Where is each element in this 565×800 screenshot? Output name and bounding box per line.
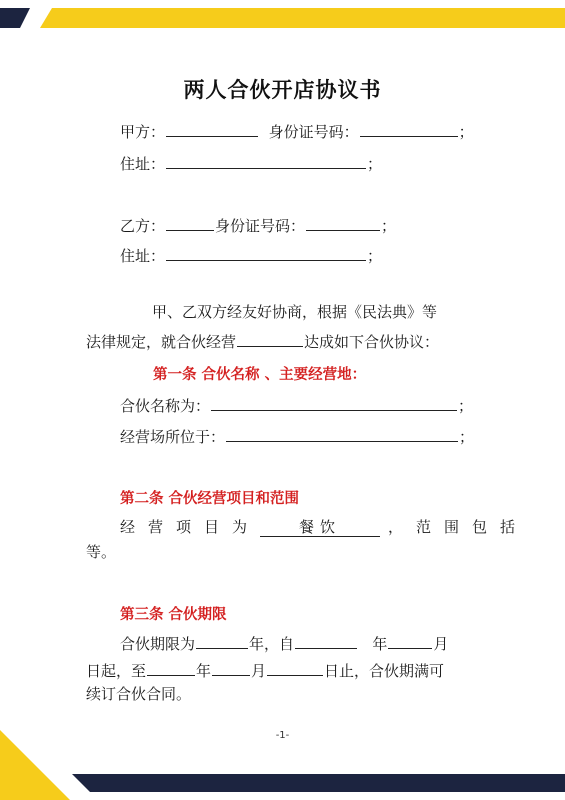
start-month-field[interactable] <box>388 632 432 649</box>
party-b-address-field[interactable] <box>166 244 366 261</box>
term-text-b: 年，自 <box>249 635 295 653</box>
start-year-field[interactable] <box>295 632 357 649</box>
partnership-name-field[interactable] <box>211 394 457 411</box>
end-day-field[interactable] <box>267 659 323 676</box>
business-scope-row <box>120 517 528 537</box>
business-field[interactable] <box>237 330 303 347</box>
party-b-address-label: 住址： <box>120 247 166 265</box>
party-b-id-label: 身份证号码： <box>215 217 306 235</box>
party-a-id-field[interactable] <box>360 120 458 137</box>
party-b-end: ； <box>381 217 397 235</box>
business-scope-line-2: 等。 <box>86 543 117 561</box>
page-number: -1- <box>275 730 290 741</box>
intro-line-2-text-a: 法律规定，就合伙经营 <box>86 333 237 351</box>
intro-line-1: 甲、乙双方经友好协商，根据《民法典》等 <box>152 303 438 321</box>
party-a-row <box>120 120 474 142</box>
partnership-name-label: 合伙名称为： <box>120 397 211 415</box>
party-b-address-end: ； <box>367 247 383 265</box>
end-year-field[interactable] <box>147 659 195 676</box>
party-a-id-label: 身份证号码： <box>268 123 359 141</box>
term-text-e: 日起，至 <box>86 662 147 680</box>
party-a-address-row <box>120 152 382 174</box>
business-place-row <box>120 425 474 447</box>
party-a-name-field[interactable] <box>166 120 258 137</box>
party-a-address-field[interactable] <box>166 152 366 169</box>
business-scope-text-b: ，范围包括 <box>388 518 529 536</box>
term-row-3: 续订合伙合同。 <box>86 685 192 703</box>
end-month-field[interactable] <box>212 659 250 676</box>
term-text-a: 合伙期限为 <box>120 635 196 653</box>
business-place-end: ； <box>459 428 475 446</box>
party-b-address-row <box>120 244 382 266</box>
term-row-1 <box>120 632 448 654</box>
article-2-heading: 第二条 合伙经营项目和范围 <box>120 491 300 507</box>
party-b-id-field[interactable] <box>306 214 380 231</box>
term-row-2 <box>86 659 444 681</box>
partnership-name-end: ； <box>458 397 474 415</box>
top-yellow-band <box>40 8 565 28</box>
term-text-d: 月 <box>433 635 449 653</box>
party-a-end: ； <box>458 123 474 141</box>
term-text-f: 年 <box>196 662 212 680</box>
party-a-label: 甲方： <box>120 123 166 141</box>
term-text-h: 日止，合伙期满可 <box>324 662 445 680</box>
intro-line-2-text-b: 达成如下合伙协议： <box>304 333 440 351</box>
term-text-c: 年 <box>372 635 388 653</box>
business-place-field[interactable] <box>226 425 458 442</box>
party-a-address-end: ； <box>367 155 383 173</box>
term-text-g: 月 <box>251 662 267 680</box>
top-navy-band <box>0 8 30 28</box>
article-3-heading: 第三条 合伙期限 <box>120 607 227 623</box>
partnership-name-row <box>120 394 473 416</box>
business-scope-text-a: 经营项目为 <box>120 518 261 536</box>
bottom-navy-band <box>72 774 565 792</box>
intro-line-2 <box>86 330 439 352</box>
term-years-field[interactable] <box>196 632 248 649</box>
party-a-address-label: 住址： <box>120 155 166 173</box>
article-1-heading: 第一条 合伙名称 、主要经营地： <box>153 367 367 383</box>
top-decoration <box>0 0 565 34</box>
business-place-label: 经营场所位于： <box>120 428 226 446</box>
party-b-name-field[interactable] <box>166 214 214 231</box>
document-title: 两人合伙开店协议书 <box>183 78 382 102</box>
party-b-label: 乙方： <box>120 217 166 235</box>
party-b-row <box>120 214 396 236</box>
business-item-value[interactable]: 餐饮 <box>260 518 380 537</box>
